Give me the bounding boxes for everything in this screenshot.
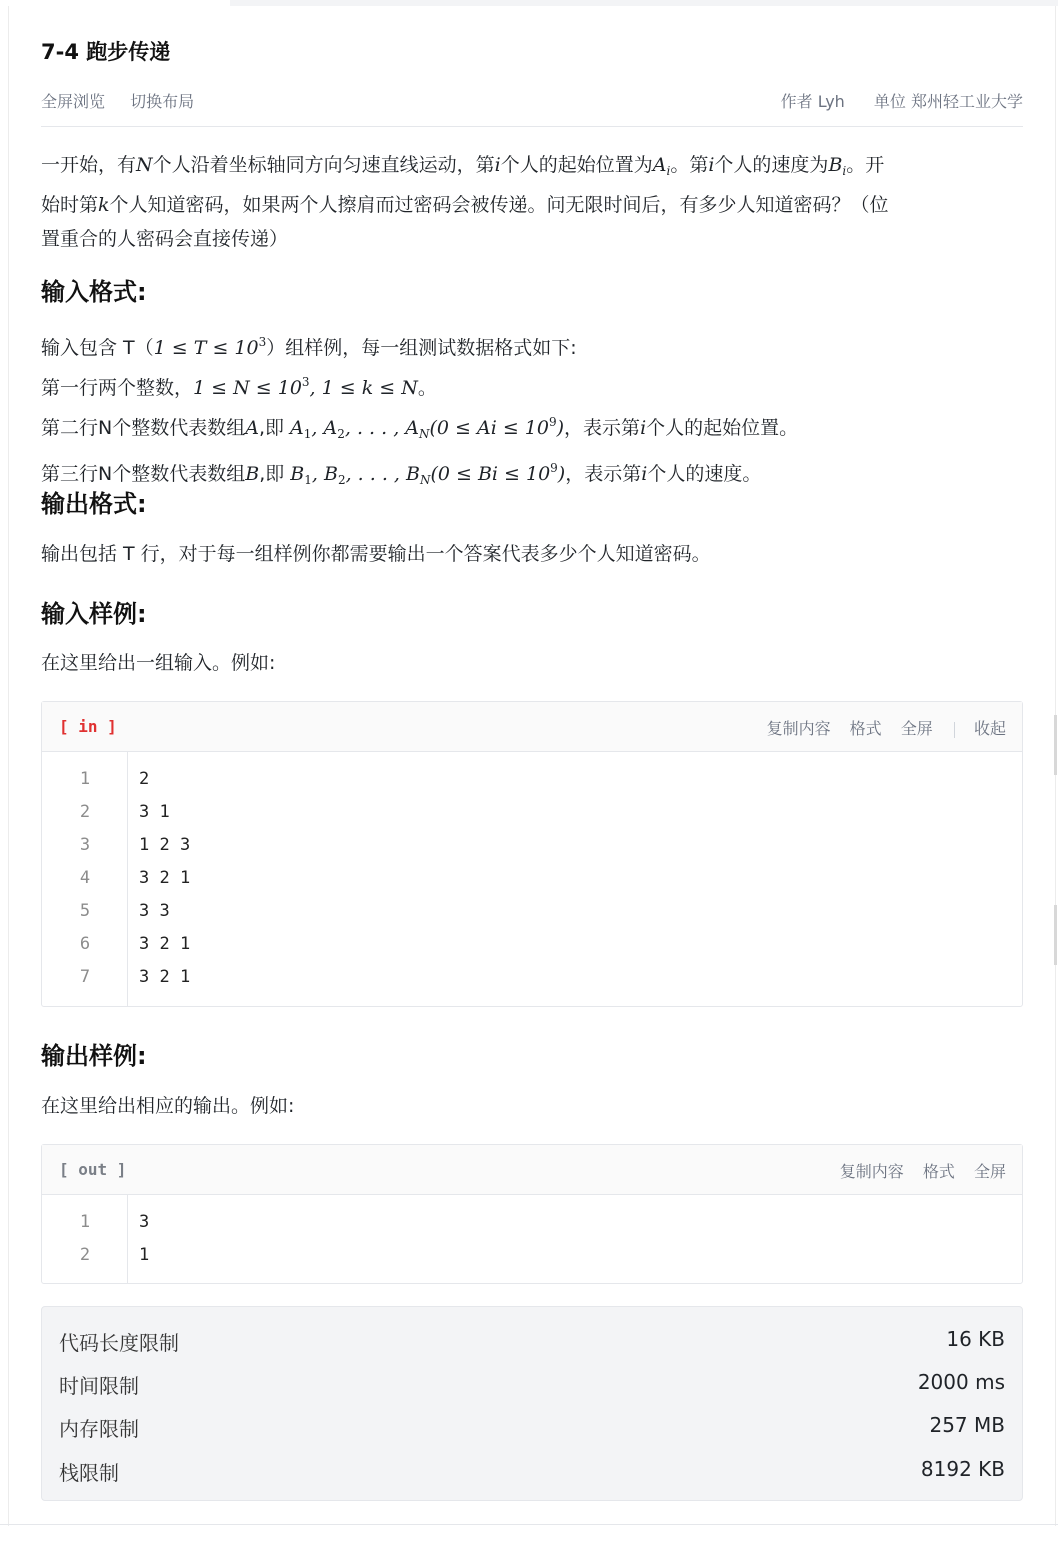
problem-title: 7-4 跑步传递 bbox=[41, 40, 171, 64]
left-border bbox=[8, 6, 9, 1526]
input-format-text: 输入包含 $T(1 \le T \le 10^3)$组样例，每一组测试数据格式如下: 第一行两个整数，$1 \le N \le 10^3$, 1 ≤ k ≤ N。 第二行N个整数代表数组A,即 $A_1$, $A_2$, . . . , $A_N(0 \le Ai \le 10^9)$，表示第i个人的起始位置。 第三行N个整数代表数组B,即 $B_1$, $B_2$, . . . , $B_N(0 \le Bi \le 10^9)$，表示第i个人的速度。 bbox=[41, 335, 799, 487]
code-tag-in: [ in ] bbox=[59, 717, 117, 736]
problem-meta bbox=[757, 89, 1023, 112]
code-line bbox=[42, 895, 1022, 928]
sample-input-heading: 输入样例: bbox=[41, 600, 147, 628]
code-text: 3 bbox=[139, 1212, 150, 1232]
scrollbar-mark[interactable] bbox=[1054, 715, 1057, 775]
line-number: 4 bbox=[79, 868, 91, 888]
code-text: 3 2 1 bbox=[139, 934, 191, 954]
input-format-heading: 输入格式: bbox=[41, 278, 147, 306]
line-number: 3 bbox=[79, 835, 91, 855]
line-number: 1 bbox=[79, 1212, 91, 1232]
code-header bbox=[42, 702, 1022, 752]
limit-row bbox=[59, 1413, 1005, 1442]
sample-output-intro: 在这里给出相应的输出。例如: bbox=[41, 1095, 295, 1117]
code-line bbox=[42, 829, 1022, 862]
code-tag-out: [ out ] bbox=[59, 1160, 127, 1179]
separator bbox=[954, 722, 955, 738]
code-text: 2 bbox=[139, 769, 150, 789]
code-actions bbox=[753, 716, 1006, 739]
code-line bbox=[42, 862, 1022, 895]
line-number: 2 bbox=[79, 802, 91, 822]
limits-panel bbox=[41, 1306, 1023, 1501]
code-header bbox=[42, 1145, 1022, 1195]
code-line bbox=[42, 961, 1022, 994]
limit-row bbox=[59, 1457, 1005, 1486]
code-line bbox=[42, 796, 1022, 829]
divider bbox=[41, 126, 1023, 127]
scrollbar-mark[interactable] bbox=[1054, 905, 1057, 965]
switch-layout-link[interactable]: 切换布局 bbox=[130, 92, 195, 111]
code-body[interactable] bbox=[42, 752, 1022, 1006]
code-text: 1 2 3 bbox=[139, 835, 191, 855]
view-links bbox=[41, 89, 214, 112]
copy-content-button[interactable]: 复制内容 bbox=[839, 1162, 904, 1181]
code-line bbox=[42, 928, 1022, 961]
limit-label: 栈限制 bbox=[59, 1461, 119, 1485]
limit-row bbox=[59, 1370, 1005, 1399]
sample-output-heading: 输出样例: bbox=[41, 1042, 147, 1070]
limit-value: 8192 KB bbox=[920, 1457, 1005, 1481]
problem-description: 一开始，有N个人沿着坐标轴同方向匀速直线运动，第i个人的起始位置为$A_i$。第i个人的速度为$B_i$。开 始时第k个人知道密码，如果两个人擦肩而过密码会被传递。问无限时间后，有多少人知道密码？（位 置重合的人密码会直接传递） bbox=[41, 154, 889, 250]
unit-label: 单位 郑州轻工业大学 bbox=[873, 92, 1023, 111]
code-text: 3 2 1 bbox=[139, 868, 191, 888]
fullscreen-button[interactable]: 全屏 bbox=[900, 719, 933, 738]
limit-value: 257 MB bbox=[929, 1413, 1005, 1437]
copy-content-button[interactable]: 复制内容 bbox=[766, 719, 831, 738]
bottom-border bbox=[0, 1524, 1058, 1525]
code-text: 3 2 1 bbox=[139, 967, 191, 987]
line-number: 5 bbox=[79, 901, 91, 921]
code-text: 3 3 bbox=[139, 901, 170, 921]
output-format-text: 输出包括 T 行，对于每一组样例你都需要输出一个答案代表多少个人知道密码。 bbox=[41, 543, 711, 565]
limit-value: 2000 ms bbox=[917, 1370, 1005, 1394]
fullscreen-view-link[interactable]: 全屏浏览 bbox=[41, 92, 106, 111]
author-label: 作者 Lyh bbox=[780, 92, 845, 111]
code-actions bbox=[826, 1159, 1006, 1182]
code-line bbox=[42, 1206, 1022, 1239]
output-format-heading: 输出格式: bbox=[41, 490, 147, 518]
line-number: 7 bbox=[79, 967, 91, 987]
fullscreen-button[interactable]: 全屏 bbox=[973, 1162, 1006, 1181]
code-line bbox=[42, 1239, 1022, 1272]
code-line bbox=[42, 763, 1022, 796]
limit-value: 16 KB bbox=[946, 1327, 1005, 1351]
limit-label: 内存限制 bbox=[59, 1417, 139, 1441]
sample-output-block bbox=[41, 1144, 1023, 1284]
limit-label: 代码长度限制 bbox=[59, 1331, 179, 1355]
line-number: 1 bbox=[79, 769, 91, 789]
limit-row bbox=[59, 1327, 1005, 1356]
limit-label: 时间限制 bbox=[59, 1374, 139, 1398]
format-button[interactable]: 格式 bbox=[922, 1162, 955, 1181]
code-text: 3 1 bbox=[139, 802, 170, 822]
line-number: 2 bbox=[79, 1245, 91, 1265]
code-body[interactable] bbox=[42, 1195, 1022, 1283]
sample-input-block bbox=[41, 701, 1023, 1007]
line-number: 6 bbox=[79, 934, 91, 954]
collapse-button[interactable]: 收起 bbox=[973, 719, 1006, 738]
format-button[interactable]: 格式 bbox=[849, 719, 882, 738]
code-text: 1 bbox=[139, 1245, 150, 1265]
sample-input-intro: 在这里给出一组输入。例如: bbox=[41, 652, 276, 674]
top-strip bbox=[0, 0, 1058, 6]
